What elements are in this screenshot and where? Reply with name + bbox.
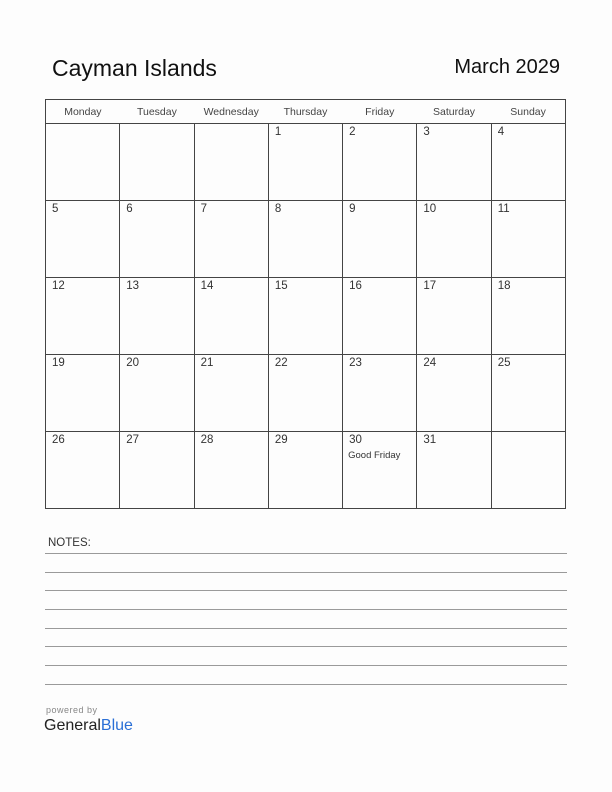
day-number: 14 — [200, 280, 214, 292]
day-number: 17 — [423, 280, 437, 292]
note-line — [45, 572, 567, 573]
day-number: 2 — [349, 126, 356, 138]
day-number: 5 — [52, 203, 59, 215]
day-cell — [120, 201, 194, 278]
day-number: 24 — [423, 357, 437, 369]
day-cell — [491, 278, 565, 355]
month-year-title: March 2029 — [454, 56, 560, 78]
day-number: 1 — [274, 126, 282, 138]
day-number: 9 — [349, 203, 356, 215]
day-cell — [46, 355, 120, 432]
day-number: 19 — [52, 357, 65, 369]
day-cell — [194, 201, 268, 278]
week-row — [46, 124, 566, 201]
day-cell — [343, 432, 417, 509]
note-line — [45, 590, 567, 591]
day-cell — [491, 355, 565, 432]
day-cell — [120, 124, 194, 201]
day-number: 22 — [274, 357, 288, 369]
weekday-header: Wednesday — [194, 100, 268, 124]
note-line — [45, 646, 567, 647]
day-number: 12 — [52, 280, 65, 292]
day-cell — [491, 201, 565, 278]
day-number: 13 — [126, 280, 140, 292]
day-cell — [268, 201, 342, 278]
weekday-header: Monday — [46, 100, 120, 124]
holiday-label: Good Friday — [348, 450, 401, 461]
week-row — [46, 355, 566, 432]
calendar-grid — [45, 99, 566, 509]
day-number: 20 — [126, 357, 140, 369]
day-number: 31 — [423, 434, 437, 446]
day-number: 10 — [423, 203, 437, 215]
day-number: 27 — [126, 434, 140, 446]
powered-by-text: powered by — [46, 705, 98, 715]
day-number: 4 — [497, 126, 505, 138]
day-cell — [194, 278, 268, 355]
day-cell — [268, 124, 342, 201]
day-number: 25 — [497, 357, 511, 369]
day-cell — [46, 201, 120, 278]
day-cell — [194, 355, 268, 432]
note-line — [45, 609, 567, 610]
day-cell — [120, 432, 194, 509]
day-number: 28 — [200, 434, 214, 446]
day-cell — [343, 124, 417, 201]
day-number: 8 — [274, 203, 282, 215]
weekday-header: Friday — [343, 100, 417, 124]
day-cell — [417, 124, 491, 201]
generalblue-logo — [44, 717, 133, 735]
day-cell — [194, 124, 268, 201]
day-cell — [46, 124, 120, 201]
notes-label: NOTES: — [48, 537, 91, 549]
day-number: 21 — [200, 357, 214, 369]
day-cell — [343, 201, 417, 278]
note-line — [45, 684, 567, 685]
day-cell — [417, 278, 491, 355]
week-row — [46, 278, 566, 355]
day-cell — [120, 355, 194, 432]
day-cell — [343, 355, 417, 432]
day-cell — [417, 432, 491, 509]
note-line — [45, 665, 567, 666]
day-cell — [120, 278, 194, 355]
day-cell — [46, 278, 120, 355]
day-number: 7 — [200, 203, 207, 215]
day-cell — [268, 432, 342, 509]
day-cell — [491, 432, 565, 509]
day-number: 15 — [274, 280, 288, 292]
weekday-header: Saturday — [417, 100, 491, 124]
day-number: 16 — [349, 280, 362, 292]
day-number: 3 — [423, 126, 430, 138]
country-title: Cayman Islands — [52, 55, 217, 81]
day-number: 30 — [349, 434, 362, 446]
brand-blue: Blue — [100, 717, 133, 734]
note-line — [45, 628, 567, 629]
day-cell — [46, 432, 120, 509]
day-number: 23 — [349, 357, 362, 369]
day-cell — [417, 201, 491, 278]
note-line — [45, 553, 567, 554]
day-cell — [491, 124, 565, 201]
weekday-header-row — [46, 100, 566, 124]
week-row — [46, 432, 566, 509]
day-number: 11 — [497, 203, 510, 215]
day-cell — [194, 432, 268, 509]
day-cell — [417, 355, 491, 432]
day-cell — [268, 355, 342, 432]
day-number: 29 — [274, 434, 288, 446]
day-cell — [268, 278, 342, 355]
day-cell — [343, 278, 417, 355]
weekday-header: Tuesday — [120, 100, 194, 124]
day-number: 18 — [497, 280, 511, 292]
weekday-header: Sunday — [491, 100, 565, 124]
day-number: 26 — [52, 434, 65, 446]
day-number: 6 — [126, 203, 133, 215]
week-row — [46, 201, 566, 278]
brand-general: General — [44, 717, 101, 734]
weekday-header: Thursday — [268, 100, 342, 124]
